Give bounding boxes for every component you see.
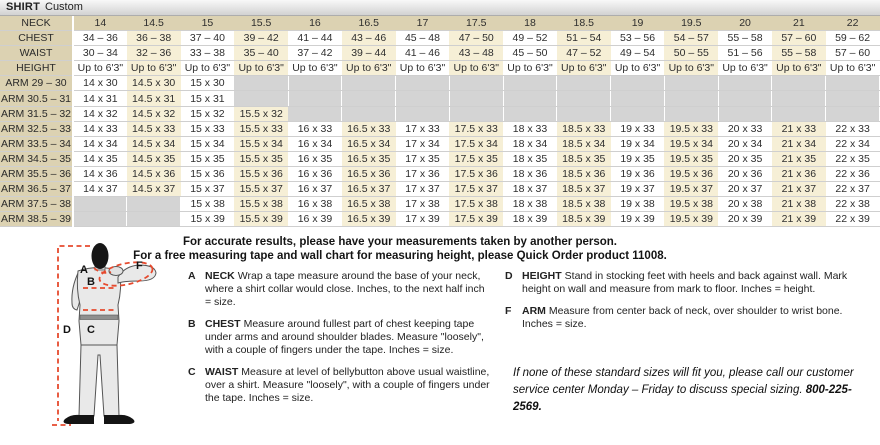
- arm-combo-cell: 14 x 34: [73, 136, 127, 151]
- definition-height: [505, 270, 861, 296]
- arm-combo-cell: 14 x 35: [73, 151, 127, 166]
- arm-combo-cell: 19 x 35: [611, 151, 665, 166]
- arm-combo-cell: 20 x 36: [718, 166, 772, 181]
- arm-combo-cell: 16 x 35: [288, 151, 342, 166]
- arm-combo-cell: 17.5 x 37: [449, 182, 503, 197]
- chest-range-cell: 49 – 52: [503, 31, 557, 46]
- waist-range-cell: 41 – 46: [396, 46, 450, 61]
- arm-combo-cell: 14.5 x 35: [127, 151, 181, 166]
- arm-row-label: ARM 34.5 – 35: [0, 152, 72, 165]
- arm-row-label: ARM 35.5 – 36: [0, 167, 72, 180]
- arm-combo-cell: 15 x 37: [181, 182, 235, 197]
- arm-empty-cell: [234, 91, 288, 106]
- neck-size-cell: 19.5: [664, 16, 718, 31]
- chest-range-cell: 45 – 48: [396, 31, 450, 46]
- arm-combo-cell: 14.5 x 37: [127, 182, 181, 197]
- waist-range-cell: 35 – 40: [234, 46, 288, 61]
- height-cell: Up to 6'3": [664, 61, 718, 76]
- definition-text: Measure at level of bellybutton above usual waistline, over a shirt. Measure "loosely", with a couple of fingers under the tape. Inches = size.: [205, 366, 490, 404]
- table-row: [0, 16, 880, 31]
- chest-range-cell: 59 – 62: [826, 31, 880, 46]
- definition-term: WAIST: [205, 366, 239, 378]
- definition-text: Measure around fullest part of chest keeping tape under arms and around shoulder blades. Measure "loosely", with a couple of fingers under the tape. Inches = size.: [205, 318, 484, 356]
- arm-empty-cell: [503, 106, 557, 121]
- arm-combo-cell: 15 x 35: [181, 151, 235, 166]
- arm-row-label: ARM 31.5 – 32: [0, 107, 72, 120]
- height-cell: Up to 6'3": [181, 61, 235, 76]
- definition-letter: C: [188, 366, 196, 378]
- arm-combo-cell: 15 x 39: [181, 212, 235, 227]
- table-row: [0, 151, 880, 166]
- neck-size-cell: 14.5: [127, 16, 181, 31]
- waist-range-cell: 47 – 52: [557, 46, 611, 61]
- height-cell: Up to 6'3": [772, 61, 826, 76]
- arm-combo-cell: 15.5 x 39: [234, 212, 288, 227]
- height-cell: Up to 6'3": [342, 61, 396, 76]
- waist-range-cell: 39 – 44: [342, 46, 396, 61]
- arm-empty-cell: [288, 106, 342, 121]
- definition-term: HEIGHT: [522, 270, 562, 282]
- table-title: SHIRT: [6, 1, 40, 13]
- definition-waist: [188, 366, 490, 405]
- arm-combo-cell: 19.5 x 36: [664, 166, 718, 181]
- arm-row-label: ARM 36.5 – 37: [0, 183, 72, 196]
- definition-term: CHEST: [205, 318, 241, 330]
- table-row: [0, 212, 880, 227]
- arm-empty-cell: [234, 76, 288, 91]
- waist-range-cell: 50 – 55: [664, 46, 718, 61]
- table-row: [0, 76, 880, 91]
- figure-legs: [79, 345, 119, 416]
- arm-combo-cell: 19 x 34: [611, 136, 665, 151]
- definitions-right-column: [505, 270, 861, 340]
- arm-empty-cell: [342, 91, 396, 106]
- arm-empty-cell: [288, 76, 342, 91]
- definition-letter: B: [188, 318, 196, 330]
- neck-size-cell: 18: [503, 16, 557, 31]
- chest-range-cell: 39 – 42: [234, 31, 288, 46]
- neck-size-cell: 22: [826, 16, 880, 31]
- special-sizing-note: [513, 365, 857, 416]
- arm-combo-cell: 20 x 39: [718, 212, 772, 227]
- arm-row-label: ARM 37.5 – 38: [0, 198, 72, 211]
- arm-empty-cell: [342, 76, 396, 91]
- arm-combo-cell: 17.5 x 35: [449, 151, 503, 166]
- arm-combo-cell: 14 x 30: [73, 76, 127, 91]
- height-cell: Up to 6'3": [611, 61, 665, 76]
- arm-combo-cell: 19.5 x 35: [664, 151, 718, 166]
- arm-combo-cell: 15 x 30: [181, 76, 235, 91]
- figure-label-height: D: [63, 324, 71, 336]
- definition-chest: [188, 318, 490, 357]
- chest-range-cell: 36 – 38: [127, 31, 181, 46]
- arm-combo-cell: 21 x 34: [772, 136, 826, 151]
- arm-combo-cell: 15.5 x 35: [234, 151, 288, 166]
- arm-combo-cell: 14 x 32: [73, 106, 127, 121]
- figure-right-shoe: [104, 415, 134, 424]
- waist-range-cell: 43 – 48: [449, 46, 503, 61]
- chest-range-cell: 43 – 46: [342, 31, 396, 46]
- arm-combo-cell: 17 x 33: [396, 121, 450, 136]
- height-cell: Up to 6'3": [557, 61, 611, 76]
- chest-range-cell: 34 – 36: [73, 31, 127, 46]
- chest-range-cell: 55 – 58: [718, 31, 772, 46]
- height-cell: Up to 6'3": [73, 61, 127, 76]
- table-title-bar: [0, 0, 880, 16]
- arm-combo-cell: 20 x 38: [718, 197, 772, 212]
- figure-label-chest: B: [87, 276, 95, 288]
- waist-range-cell: 49 – 54: [611, 46, 665, 61]
- neck-size-cell: 14: [73, 16, 127, 31]
- arm-combo-cell: 19 x 37: [611, 182, 665, 197]
- figure-label-neck: A: [80, 264, 88, 276]
- arm-combo-cell: 20 x 34: [718, 136, 772, 151]
- arm-row-label: ARM 33.5 – 34: [0, 137, 72, 150]
- arm-combo-cell: 17 x 37: [396, 182, 450, 197]
- arm-empty-cell: [611, 106, 665, 121]
- arm-empty-cell: [449, 76, 503, 91]
- arm-combo-cell: 19 x 36: [611, 166, 665, 181]
- arm-combo-cell: 21 x 39: [772, 212, 826, 227]
- arm-empty-cell: [664, 76, 718, 91]
- size-table: [0, 16, 880, 227]
- arm-combo-cell: 15 x 38: [181, 197, 235, 212]
- size-table-body: [0, 16, 880, 227]
- arm-combo-cell: 17.5 x 33: [449, 121, 503, 136]
- definition-term: NECK: [205, 270, 235, 282]
- arm-combo-cell: 14.5 x 33: [127, 121, 181, 136]
- arm-combo-cell: 18 x 35: [503, 151, 557, 166]
- arm-combo-cell: 22 x 35: [826, 151, 880, 166]
- arm-combo-cell: 17 x 35: [396, 151, 450, 166]
- arm-combo-cell: 16.5 x 38: [342, 197, 396, 212]
- arm-combo-cell: 16 x 37: [288, 182, 342, 197]
- arm-combo-cell: 19 x 38: [611, 197, 665, 212]
- arm-combo-cell: 16.5 x 39: [342, 212, 396, 227]
- arm-combo-cell: 22 x 34: [826, 136, 880, 151]
- arm-combo-cell: 22 x 37: [826, 182, 880, 197]
- arm-combo-cell: 19.5 x 39: [664, 212, 718, 227]
- arm-combo-cell: 15.5 x 36: [234, 166, 288, 181]
- arm-combo-cell: 14 x 33: [73, 121, 127, 136]
- arm-combo-cell: 17 x 39: [396, 212, 450, 227]
- table-row: [0, 31, 880, 46]
- figure-label-arm: F: [136, 260, 143, 272]
- arm-combo-cell: 17.5 x 34: [449, 136, 503, 151]
- arm-combo-cell: 19 x 39: [611, 212, 665, 227]
- neck-size-cell: 15: [181, 16, 235, 31]
- arm-combo-cell: 19.5 x 33: [664, 121, 718, 136]
- intro-line-1: For accurate results, please have your measurements taken by another person.: [183, 236, 617, 248]
- arm-empty-cell: [449, 106, 503, 121]
- definition-letter: F: [505, 305, 512, 317]
- table-row: [0, 121, 880, 136]
- waist-range-cell: 37 – 42: [288, 46, 342, 61]
- arm-empty-cell: [396, 106, 450, 121]
- height-cell: Up to 6'3": [449, 61, 503, 76]
- waist-range-cell: 51 – 56: [718, 46, 772, 61]
- arm-empty-cell: [557, 91, 611, 106]
- arm-empty-cell: [73, 197, 127, 212]
- arm-combo-cell: 14.5 x 30: [127, 76, 181, 91]
- arm-empty-cell: [826, 106, 880, 121]
- arm-combo-cell: 18.5 x 33: [557, 121, 611, 136]
- arm-combo-cell: 19.5 x 38: [664, 197, 718, 212]
- neck-size-cell: 18.5: [557, 16, 611, 31]
- arm-empty-cell: [611, 76, 665, 91]
- table-row: [0, 197, 880, 212]
- arm-empty-cell: [772, 76, 826, 91]
- arm-combo-cell: 18 x 37: [503, 182, 557, 197]
- arm-combo-cell: 15 x 34: [181, 136, 235, 151]
- chest-range-cell: 51 – 54: [557, 31, 611, 46]
- figure-left-shoe: [64, 415, 94, 424]
- arm-combo-cell: 16 x 39: [288, 212, 342, 227]
- neck-row-label: NECK: [0, 16, 73, 31]
- height-row-label: HEIGHT: [0, 61, 73, 76]
- note-text: If none of these standard sizes will fit you, please call our customer service center Monday – Friday to discuss special sizing.: [513, 367, 854, 396]
- arm-empty-cell: [772, 106, 826, 121]
- chest-range-cell: 37 – 40: [181, 31, 235, 46]
- arm-combo-cell: 21 x 35: [772, 151, 826, 166]
- definitions-left-column: [188, 270, 490, 414]
- arm-row-label: ARM 29 – 30: [0, 76, 73, 91]
- arm-combo-cell: 14.5 x 32: [127, 106, 181, 121]
- neck-size-cell: 20: [718, 16, 772, 31]
- arm-combo-cell: 21 x 33: [772, 121, 826, 136]
- customer-service-phone: 800-225-2569.: [513, 384, 852, 413]
- definition-text: Measure from center back of neck, over shoulder to wrist bone. Inches = size.: [522, 305, 843, 330]
- arm-combo-cell: 18 x 38: [503, 197, 557, 212]
- arm-combo-cell: 16.5 x 36: [342, 166, 396, 181]
- waist-range-cell: 33 – 38: [181, 46, 235, 61]
- intro-text: [0, 236, 800, 263]
- arm-empty-cell: [664, 91, 718, 106]
- neck-size-cell: 17: [396, 16, 450, 31]
- arm-combo-cell: 14 x 37: [73, 182, 127, 197]
- definition-term: ARM: [522, 305, 546, 317]
- arm-combo-cell: 14 x 31: [73, 91, 127, 106]
- waist-range-cell: 45 – 50: [503, 46, 557, 61]
- arm-combo-cell: 15 x 31: [181, 91, 235, 106]
- arm-empty-cell: [718, 91, 772, 106]
- arm-combo-cell: 15.5 x 32: [234, 106, 288, 121]
- height-cell: Up to 6'3": [396, 61, 450, 76]
- arm-combo-cell: 18 x 39: [503, 212, 557, 227]
- table-row: [0, 136, 880, 151]
- arm-combo-cell: 22 x 36: [826, 166, 880, 181]
- arm-combo-cell: 18.5 x 38: [557, 197, 611, 212]
- arm-combo-cell: 17 x 34: [396, 136, 450, 151]
- arm-empty-cell: [288, 91, 342, 106]
- arm-empty-cell: [557, 106, 611, 121]
- table-subtitle: Custom: [45, 1, 83, 13]
- arm-combo-cell: 19.5 x 34: [664, 136, 718, 151]
- arm-combo-cell: 22 x 39: [826, 212, 880, 227]
- arm-row-label: ARM 32.5 – 33: [0, 122, 72, 135]
- arm-combo-cell: 15.5 x 33: [234, 121, 288, 136]
- arm-combo-cell: 18 x 34: [503, 136, 557, 151]
- arm-combo-cell: 15 x 32: [181, 106, 235, 121]
- arm-combo-cell: 20 x 37: [718, 182, 772, 197]
- measurement-figure: [5, 243, 185, 443]
- table-row: [0, 182, 880, 197]
- height-cell: Up to 6'3": [288, 61, 342, 76]
- arm-empty-cell: [503, 91, 557, 106]
- neck-size-cell: 19: [611, 16, 665, 31]
- arm-empty-cell: [718, 76, 772, 91]
- arm-combo-cell: 19 x 33: [611, 121, 665, 136]
- arm-combo-cell: 18.5 x 36: [557, 166, 611, 181]
- waist-range-cell: 57 – 60: [826, 46, 880, 61]
- table-row: [0, 46, 880, 61]
- arm-combo-cell: 17.5 x 36: [449, 166, 503, 181]
- arm-combo-cell: 18.5 x 37: [557, 182, 611, 197]
- definition-neck: [188, 270, 490, 309]
- chest-range-cell: 47 – 50: [449, 31, 503, 46]
- arm-combo-cell: 21 x 37: [772, 182, 826, 197]
- neck-size-cell: 21: [772, 16, 826, 31]
- arm-combo-cell: 14.5 x 36: [127, 166, 181, 181]
- arm-combo-cell: 15.5 x 37: [234, 182, 288, 197]
- arm-empty-cell: [127, 212, 181, 227]
- arm-combo-cell: 16.5 x 34: [342, 136, 396, 151]
- waist-range-cell: 32 – 36: [127, 46, 181, 61]
- definition-text: Stand in stocking feet with heels and back against wall. Mark height on wall and measure from mark to floor. Inches = height.: [522, 270, 848, 295]
- height-cell: Up to 6'3": [718, 61, 772, 76]
- arm-combo-cell: 18 x 33: [503, 121, 557, 136]
- arm-empty-cell: [826, 91, 880, 106]
- waist-range-cell: 30 – 34: [73, 46, 127, 61]
- definition-arm: [505, 305, 861, 331]
- arm-combo-cell: 20 x 33: [718, 121, 772, 136]
- arm-combo-cell: 20 x 35: [718, 151, 772, 166]
- arm-empty-cell: [342, 106, 396, 121]
- arm-combo-cell: 22 x 38: [826, 197, 880, 212]
- chest-range-cell: 54 – 57: [664, 31, 718, 46]
- arm-combo-cell: 16 x 36: [288, 166, 342, 181]
- arm-combo-cell: 16 x 38: [288, 197, 342, 212]
- arm-empty-cell: [73, 212, 127, 227]
- arm-empty-cell: [396, 91, 450, 106]
- arm-empty-cell: [664, 106, 718, 121]
- arm-combo-cell: 21 x 38: [772, 197, 826, 212]
- figure-label-waist: C: [87, 324, 95, 336]
- arm-empty-cell: [449, 91, 503, 106]
- arm-combo-cell: 18.5 x 39: [557, 212, 611, 227]
- neck-size-cell: 15.5: [234, 16, 288, 31]
- definition-letter: D: [505, 270, 513, 282]
- arm-combo-cell: 15 x 33: [181, 121, 235, 136]
- arm-combo-cell: 18.5 x 35: [557, 151, 611, 166]
- arm-row-label: ARM 38.5 – 39: [0, 213, 72, 226]
- neck-size-cell: 16: [288, 16, 342, 31]
- height-cell: Up to 6'3": [503, 61, 557, 76]
- chest-range-cell: 41 – 44: [288, 31, 342, 46]
- waist-range-cell: 55 – 58: [772, 46, 826, 61]
- arm-combo-cell: 15.5 x 34: [234, 136, 288, 151]
- height-cell: Up to 6'3": [127, 61, 181, 76]
- arm-empty-cell: [503, 76, 557, 91]
- arm-combo-cell: 17 x 38: [396, 197, 450, 212]
- arm-combo-cell: 14.5 x 34: [127, 136, 181, 151]
- neck-size-cell: 16.5: [342, 16, 396, 31]
- arm-empty-cell: [826, 76, 880, 91]
- arm-combo-cell: 17 x 36: [396, 166, 450, 181]
- waist-row-label: WAIST: [0, 46, 73, 61]
- arm-empty-cell: [557, 76, 611, 91]
- arm-empty-cell: [772, 91, 826, 106]
- chest-row-label: CHEST: [0, 31, 73, 46]
- arm-empty-cell: [611, 91, 665, 106]
- chest-range-cell: 53 – 56: [611, 31, 665, 46]
- height-cell: Up to 6'3": [234, 61, 288, 76]
- arm-combo-cell: 18 x 36: [503, 166, 557, 181]
- intro-line-2: For a free measuring tape and wall chart for measuring height, please Quick Order product 11008.: [133, 249, 667, 262]
- arm-combo-cell: 22 x 33: [826, 121, 880, 136]
- table-row: [0, 91, 880, 106]
- arm-empty-cell: [718, 106, 772, 121]
- arm-combo-cell: 21 x 36: [772, 166, 826, 181]
- arm-combo-cell: 16 x 33: [288, 121, 342, 136]
- arm-combo-cell: 19.5 x 37: [664, 182, 718, 197]
- arm-combo-cell: 16.5 x 33: [342, 121, 396, 136]
- arm-combo-cell: 18.5 x 34: [557, 136, 611, 151]
- arm-combo-cell: 16.5 x 37: [342, 182, 396, 197]
- definition-text: Wrap a tape measure around the base of your neck, where a shirt collar would close. Inches, to the next half inch = size.: [205, 270, 485, 308]
- definition-letter: A: [188, 270, 196, 282]
- arm-combo-cell: 14.5 x 31: [127, 91, 181, 106]
- table-row: [0, 166, 880, 181]
- table-row: [0, 106, 880, 121]
- arm-combo-cell: 17.5 x 38: [449, 197, 503, 212]
- arm-row-label: ARM 30.5 – 31: [0, 92, 72, 105]
- arm-combo-cell: 16 x 34: [288, 136, 342, 151]
- chest-range-cell: 57 – 60: [772, 31, 826, 46]
- arm-combo-cell: 17.5 x 39: [449, 212, 503, 227]
- height-cell: Up to 6'3": [826, 61, 880, 76]
- arm-combo-cell: 14 x 36: [73, 166, 127, 181]
- arm-empty-cell: [127, 197, 181, 212]
- neck-size-cell: 17.5: [449, 16, 503, 31]
- arm-combo-cell: 15.5 x 38: [234, 197, 288, 212]
- table-row: [0, 61, 880, 76]
- arm-combo-cell: 16.5 x 35: [342, 151, 396, 166]
- arm-empty-cell: [396, 76, 450, 91]
- arm-combo-cell: 15 x 36: [181, 166, 235, 181]
- figure-belt: [80, 315, 118, 320]
